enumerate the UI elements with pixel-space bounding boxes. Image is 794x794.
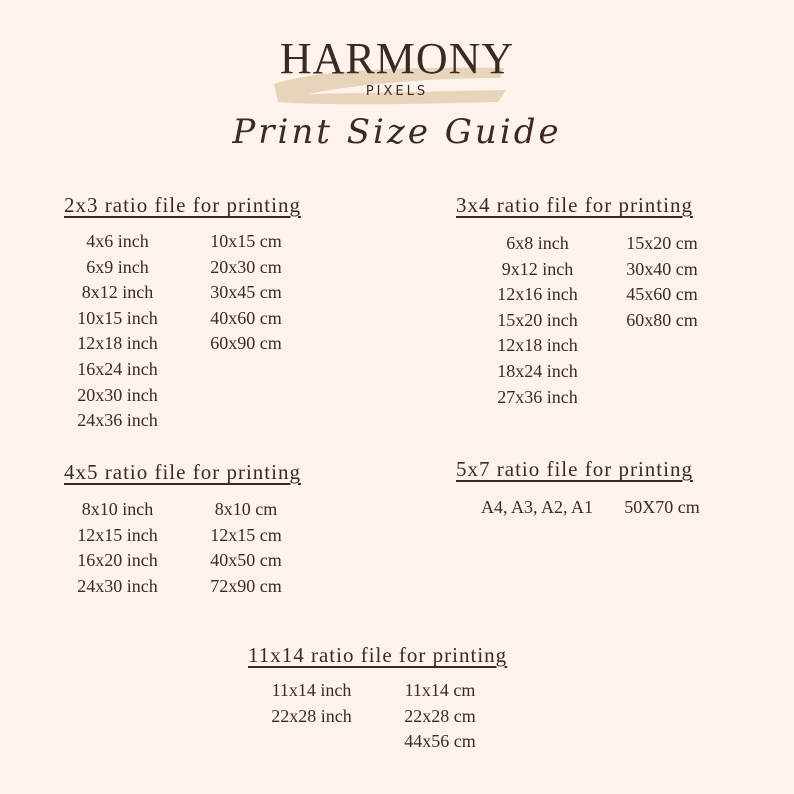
size-item: 40x50 cm xyxy=(210,550,282,571)
cm-list-4x5 xyxy=(196,497,296,599)
brand-subtitle: PIXELS xyxy=(365,84,429,99)
size-item: 11x14 inch xyxy=(271,680,352,700)
size-item: 30x45 cm xyxy=(210,282,282,303)
size-item: A4, A3, A2, A1 xyxy=(480,497,594,517)
size-item: 9x12 inch xyxy=(501,258,574,279)
size-item: 12x15 cm xyxy=(210,524,282,545)
section-title-11x14: 11x14 ratio file for printing xyxy=(248,643,508,667)
size-item: 50X70 cm xyxy=(624,497,700,517)
cm-list-5x7 xyxy=(612,495,712,521)
inch-list-2x3 xyxy=(60,229,175,434)
size-item: 6x9 inch xyxy=(86,256,149,277)
size-item: 27x36 inch xyxy=(497,386,578,407)
size-item: 44x56 cm xyxy=(404,731,476,752)
size-item: 24x30 inch xyxy=(77,575,158,596)
size-item: 12x18 inch xyxy=(497,335,578,356)
inch-list-5x7 xyxy=(470,495,604,521)
size-item: 45x60 cm xyxy=(626,284,698,305)
size-item: 20x30 cm xyxy=(210,256,282,277)
section-title-3x4: 3x4 ratio file for printing xyxy=(456,193,693,217)
size-item: 72x90 cm xyxy=(210,575,282,596)
inch-list-11x14 xyxy=(254,678,369,729)
size-item: 11x14 cm xyxy=(404,680,476,700)
size-item: 15x20 cm xyxy=(626,233,698,253)
size-item: 10x15 inch xyxy=(77,307,158,328)
brand-name: HARMONY xyxy=(279,34,515,83)
size-item: 22x28 cm xyxy=(404,705,476,726)
size-item: 4x6 inch xyxy=(86,231,149,251)
size-item: 18x24 inch xyxy=(497,360,578,381)
section-title-5x7: 5x7 ratio file for printing xyxy=(456,457,693,481)
size-item: 40x60 cm xyxy=(210,307,282,328)
size-item: 8x10 inch xyxy=(81,499,154,519)
size-item: 12x16 inch xyxy=(497,284,578,305)
size-item: 15x20 inch xyxy=(497,309,578,330)
size-item: 30x40 cm xyxy=(626,258,698,279)
size-item: 12x15 inch xyxy=(77,524,158,545)
cm-list-2x3 xyxy=(196,229,296,357)
cm-list-3x4 xyxy=(612,231,712,333)
size-item: 6x8 inch xyxy=(506,233,569,253)
size-item: 12x18 inch xyxy=(77,333,158,354)
size-item: 20x30 inch xyxy=(77,384,158,405)
size-item: 10x15 cm xyxy=(210,231,282,251)
size-item: 8x12 inch xyxy=(81,282,154,303)
size-item: 60x80 cm xyxy=(626,309,698,330)
size-item: 16x20 inch xyxy=(77,550,158,571)
inch-list-4x5 xyxy=(60,497,175,599)
inch-list-3x4 xyxy=(480,231,595,410)
size-item: 8x10 cm xyxy=(214,499,278,519)
size-item: 22x28 inch xyxy=(271,705,352,726)
size-item: 16x24 inch xyxy=(77,358,158,379)
section-title-4x5: 4x5 ratio file for printing xyxy=(64,460,301,484)
section-title-2x3: 2x3 ratio file for printing xyxy=(64,193,301,217)
page-title: Print Size Guide xyxy=(232,112,562,152)
size-item: 60x90 cm xyxy=(210,333,282,354)
cm-list-11x14 xyxy=(390,678,490,755)
size-item: 24x36 inch xyxy=(77,410,158,431)
